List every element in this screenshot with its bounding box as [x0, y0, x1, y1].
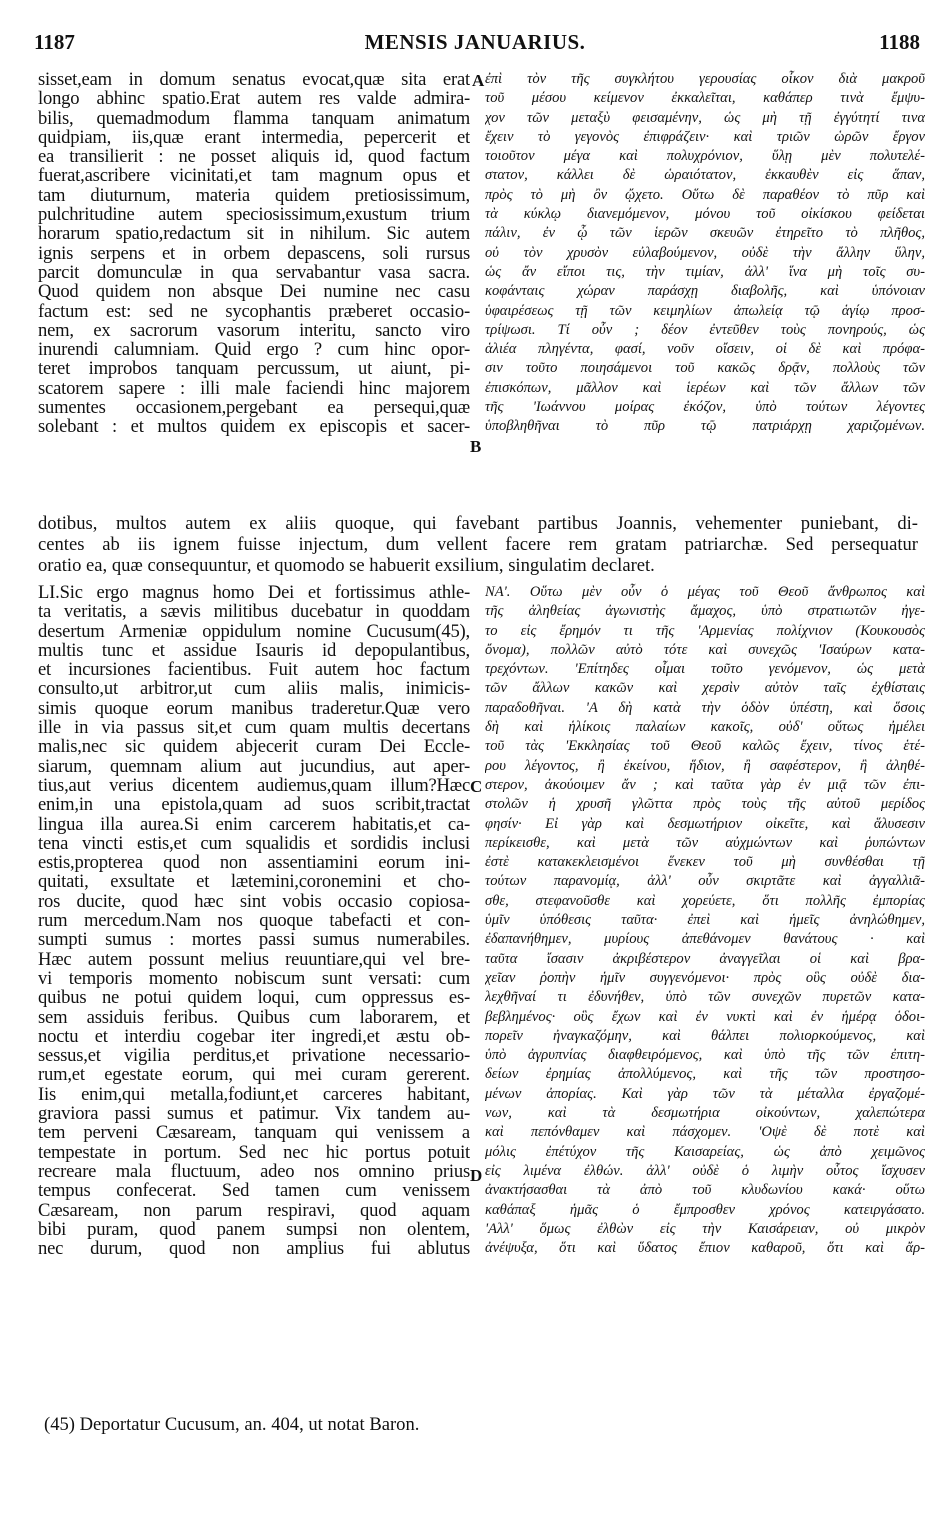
greek-column-bottom: [485, 583, 925, 1258]
latin-column-bottom: [38, 583, 470, 1258]
text-line: στολῶν ἡ χρυσῆ γλῶττα πρὸς τοὺς τῆς αὐτοῦ μερίδος: [485, 796, 925, 813]
text-line: parcit domunculæ in qua servabantur vasa sacra.: [38, 262, 470, 283]
text-line: τῆς ἀληθείας ἀγωνιστὴς ἄμαχος, ὑπὸ στρατιωτῶν ἠγε-: [485, 603, 925, 620]
text-line: τρίψωσι. Τί οὖν ; δέον ἐντεῦθεν τοὺς πονηρούς, ὡς: [485, 321, 925, 338]
text-line: nem, ex sacrorum vasorum interitu, sancto viro: [38, 320, 470, 341]
text-line: tempus confecerat. Sed tamen cum venissem: [38, 1181, 470, 1201]
text-line: βεβλημένος· οὓς ἔχων καὶ ἐν νυκτὶ καὶ ἐν ἡμέρᾳ ὁδοι-: [485, 1008, 925, 1025]
text-line: Iis enim,qui metalla,fodiunt,et carceres habitant,: [38, 1084, 470, 1105]
text-line: longo abhinc spatio.Erat autem res valde admira-: [38, 89, 470, 109]
text-line: εἰς λιμένα ἐλθών. ἀλλ' οὐδὲ ὁ λιμὴν οὗτος ἴσχυσεν: [485, 1162, 925, 1179]
greek-column-top: [485, 70, 925, 437]
text-line: ille in via passus sit,et cum quam multis decertans: [38, 718, 470, 738]
text-line: quibus ne potui quidem loqui, cum oppressus es-: [38, 988, 470, 1008]
text-line: το εἰς ἔρημόν τι τῆς 'Αρμενίας πολίχνιον (Κουκουσὸς: [485, 622, 925, 639]
text-line: centes ab iis ignem fuisse injectum, dum vellent facere rem gratam patriarchæ. Sed persequatur: [38, 534, 918, 555]
text-line: sumpti sumus : mortes passi sumus numerabiles.: [38, 930, 470, 950]
text-line: rum mercedum.Nam nos quoque tabefacti et con-: [38, 911, 470, 931]
text-line: σθε, στεφανοῦσθε καὶ χορεύετε, ὅτι πολλῆς ἐμπορίας: [485, 892, 925, 909]
text-line: παραδοθῆναι. 'Α δὴ κατὰ τὴν ὁδὸν ὑπέστη, καὶ ὅσοις: [485, 699, 925, 716]
text-line: ταῦτα ἴσασιν ἀκριβέστερον ἀναγγεῖλαι οἱ καὶ βρα-: [485, 950, 925, 967]
text-line: νων, καὶ τὰ δεσμωτήρια οἰκούντων, χαλεπώτερα: [485, 1105, 925, 1122]
text-line: oratio ea, quæ consequuntur, et quomodo se habuerit exsilium, singulatim declaret.: [38, 555, 655, 576]
text-line: tius,aut verius dicentem audiemus,quam illum?Hæc: [38, 775, 470, 796]
text-line: estis,propterea quod non assentiamini eorum ini-: [38, 853, 470, 873]
running-header: [30, 30, 920, 60]
text-line: teret improbos tanquam percussum, ut aiunt, pi-: [38, 359, 470, 379]
text-line: χεῖαν ῥοπὴν ἡμῖν συγγενόμενοι· πρὸς οὓς οὐδὲ δια-: [485, 969, 925, 986]
full-width-paragraph: [38, 513, 918, 576]
text-line: ἐδαπανήθημεν, μυρίους ἀπεθάνομεν θανάτους · καὶ: [485, 931, 925, 948]
text-line: ὑμῖν ὑπόθεσις ταῦτα· ἐπεὶ καὶ ἡμεῖς ἀνηλώθημεν,: [485, 912, 925, 929]
text-line: ὑπὸ ἀγρυπνίας διαφθειρόμενος, καὶ ὑπὸ τῆς τῶν ἐπιτη-: [485, 1047, 925, 1064]
text-line: bilis, quemadmodum flamma tanquam animatum: [38, 108, 470, 128]
text-line: tena vincti estis,et cum squalidis et sordidis inclusi: [38, 833, 470, 854]
footnote: (45) Deportatur Cucusum, an. 404, ut notat Baron.: [44, 1414, 420, 1435]
text-line: LI.Sic ergo magnus homo Dei et fortissimus athle-: [38, 583, 470, 603]
text-line: ὑφαιρέσεως τῇ τῶν κειμηλίων ἀπωλείᾳ τῷ ἁγίῳ προσ-: [485, 302, 925, 319]
text-line: graviora passi sumus et patimur. Vix tandem au-: [38, 1104, 470, 1124]
text-line: recreare mala fluctuum, adeo nos omnino prius: [38, 1161, 470, 1182]
text-line: factum est: sed ne sycophantis præberet occasio-: [38, 301, 470, 321]
text-line: φησίν· Εἰ γὰρ καὶ δεσμωτήριον οἰκεῖτε, καὶ ἅλυσεσιν: [485, 815, 925, 832]
text-line: ta veritatis, a sævis militibus ducebatur in quoddam: [38, 602, 470, 622]
text-line: λεχθῆναί τι ἐδυνήθεν, ὑπὸ τῶν συνεχῶν πυρετῶν κατα-: [485, 989, 925, 1006]
text-line: dotibus, multos autem ex aliis quoque, qui favebant partibus Joannis, vehementer puniebant, di-: [38, 513, 918, 534]
margin-marker-a: A: [472, 71, 485, 90]
text-line: Cæsaream, non parum respiravi, quod aquam: [38, 1200, 470, 1220]
text-line: στατον, κάλλει δὲ ὡραιότατον, ἐκκαυθὲν εἰς ἅπαν,: [485, 167, 925, 184]
left-page-number: 1187: [34, 30, 75, 54]
text-line: ea transilierit : ne posset aliquis id, quod factum: [38, 147, 470, 167]
text-line: ἀνακτήσασθαι τὰ ἀπὸ τοῦ κλυδωνίου κακά· οὕτω: [485, 1182, 925, 1199]
text-line: πάλιν, ἐν ᾧ τῶν ἱερῶν σκευῶν ἐτηρεῖτο τὸ πλῆθος,: [485, 225, 925, 242]
text-line: vi temporis momento nobiscum sunt versati: cum: [38, 968, 470, 989]
text-line: consulto,ut arbitror,ut cum aliis malis, inimicis-: [38, 679, 470, 699]
text-line: δὴ καὶ ἡλίκοις παλαίων κακοῖς, οὐδ' οὕτως ἠμέλει: [485, 719, 925, 736]
text-line: tempestate in portum. Sed nec hic portus potuit: [38, 1142, 470, 1162]
text-line: τοιοῦτον μέγα καὶ πολυχρόνιον, ὕλῃ μὲν πολυτελέ-: [485, 148, 925, 165]
text-line: κοφάνταις χώραν παράσχῃ διαβολῆς, καὶ ὑπόνοιαν: [485, 283, 925, 300]
text-line: Quod quidem non absque Dei numine nec casu: [38, 282, 470, 302]
text-line: tem perveni Cæsaream, tanquam qui venissem a: [38, 1123, 470, 1143]
text-line: ἐπὶ τὸν τῆς συγκλήτου γερουσίας οἶκον διὰ μακροῦ: [485, 71, 925, 87]
text-line: Hæc autem possunt melius reuuntiare,qui vel bre-: [38, 949, 470, 969]
text-line: et incursiones facientibus. Fuit autem hoc factum: [38, 660, 470, 680]
text-line: ΝΑ'. Οὕτω μὲν οὖν ὁ μέγας τοῦ Θεοῦ ἄνθρωπος καὶ: [485, 584, 925, 600]
text-line: χον τῶν μεταξὺ φεισαμένην, ὡς μὴ τῇ ἐγγύτητί τινα: [485, 109, 925, 126]
text-line: quidpiam, iis,quæ erant intermedia, pepercerit et: [38, 127, 470, 148]
text-line: sessus,et vigilia perditus,et privatione necessario-: [38, 1046, 470, 1066]
text-line: pulchritudine autem speciosissimum,exustum trium: [38, 205, 470, 225]
text-line: μένων ἀπορίας. Καὶ γὰρ τῶν τὰ μέταλλα ἐργαζομέ-: [485, 1085, 925, 1102]
text-line: ρου λέγοντος, ἢ ἐκείνου, ἥδιον, ἢ σαφέστερον, ἢ ἀληθέ-: [485, 757, 925, 774]
latin-column-top: [38, 70, 470, 437]
text-line: enim,in una epistola,quam ad suos scribit,tractat: [38, 795, 470, 815]
text-line: 'Αλλ' ὅμως ἐλθὼν εἰς τὴν Καισάρειαν, οὐ μικρὸν: [485, 1220, 925, 1237]
text-line: δείων ἐρημίας ἀπολλύμενος, καὶ τῆς τῶν προστησο-: [485, 1066, 925, 1083]
text-line: σιν τοῦτο ποιησάμενοι τοῦ κακῶς δρᾷν, πολλοὺς τῶν: [485, 360, 925, 377]
margin-marker-b: B: [470, 437, 482, 456]
text-line: στερον, ἀκούοιμεν ἄν ; καὶ ταῦτα γὰρ ἐν μιᾷ τῶν ἐπι-: [485, 776, 925, 793]
text-line: τοῦ τὰς 'Εκκλησίας τοῦ Θεοῦ καλῶς ἔχειν, τίνος ἑτέ-: [485, 738, 925, 755]
text-line: ὑποβληθῆναι τὸ πῦρ τῷ πατριάρχῃ χαριζομένων.: [485, 418, 925, 435]
text-line: multis tunc et assidue Isauris id depopulantibus,: [38, 640, 470, 661]
text-line: τούτων παρανομίᾳ, ἀλλ' οὖν σκιρτᾶτε καὶ ἀγγαλλιᾶ-: [485, 873, 925, 890]
text-line: ὡς ἄν εἴποι τις, τὴν τιμίαν, ἀλλ' ἵνα μὴ τοῖς συ-: [485, 263, 925, 280]
text-line: ἀνέψυξα, ὅτι καὶ ὕδατος ἔπιον καθαροῦ, ὅτι καὶ ἄρ-: [485, 1240, 925, 1257]
text-line: inurendi calumniam. Quid ergo ? cum hinc opor-: [38, 340, 470, 360]
text-line: sisset,eam in domum senatus evocat,quæ sita erat: [38, 70, 470, 90]
text-line: rum,et egestate eorum, qui mei curam gererent.: [38, 1065, 470, 1085]
text-line: tam diuturnum, materia quidem pretiosissimum,: [38, 185, 470, 206]
margin-marker-c: C: [470, 777, 483, 796]
text-line: καὶ πεπόνθαμεν καὶ πάσχομεν. 'Οψὲ δὲ ποτὲ καὶ: [485, 1124, 925, 1141]
text-line: scatorem sapere : illi male faciendi hinc majorem: [38, 378, 470, 399]
text-line: ὄνομα), πολλῶν αὐτὸ τότε καὶ συνεχῶς 'Ισαύρων κατα-: [485, 641, 925, 658]
text-line: μόλις ἐπέτύχον τῆς Καισαρείας, ὡς ἀπὸ χειμῶνος: [485, 1143, 925, 1160]
text-line: quitati, exsultate et lætemini,coronemini et cho-: [38, 872, 470, 892]
text-line: sem assiduis feribus. Quibus cum laborarem, et: [38, 1007, 470, 1027]
text-line: lingua illa aurea.Si enim carcerem habitatis,et ca-: [38, 814, 470, 834]
text-line: ἔχειν τὸ γεγονὸς ἐπιφράζειν· καὶ τριῶν ὡρῶν ἔργον: [485, 128, 925, 145]
text-line: περίκεισθε, καὶ μετὰ τῶν αὐχμώντων καὶ ῥυπώντων: [485, 834, 925, 851]
text-line: solebant : et multos quidem ex episcopis et sacer-: [38, 417, 470, 437]
text-line: fuerat,ascribere vicinitati,et tam magnum opus et: [38, 166, 470, 186]
right-page-number: 1188: [879, 30, 920, 54]
text-line: ignis serpens et in orbem depascens, soli rursus: [38, 243, 470, 263]
text-line: nec durum, quod non amplius fui ablutus: [38, 1239, 470, 1259]
text-line: ros ducite, quod hæc sint vobis occasio copiosa-: [38, 891, 470, 912]
text-line: τοῦ μέσου κείμενον ἐκκαλεῖται, καθάπερ τινὰ ἔμψυ-: [485, 90, 925, 107]
text-line: noctu et interdiu cogebar iter ingredi,et æstu ob-: [38, 1026, 470, 1047]
text-line: τῶν ἄλλων κακῶν καὶ χερσὶν αὐτὸν ταῖς ἐχθίσταις: [485, 680, 925, 697]
text-line: οὐ τὸν χρυσὸν εὐλαβούμενον, οὐδὲ τὴν ἄλλην ὕλην,: [485, 244, 925, 261]
margin-marker-d: D: [470, 1166, 483, 1185]
text-line: τῆς 'Ιωάννου μοίρας ἐκόζον, ὑπὸ τούτων λέγοντες: [485, 399, 925, 416]
text-line: πρὸς τὸ μὴ ὂν ᾤχετο. Οὕτω δὲ παραθέον τὸ πῦρ καὶ: [485, 186, 925, 203]
text-line: καθάπαξ ἡμᾶς ὁ ἔμπροσθεν χρόνος κατειργάσατο.: [485, 1201, 925, 1218]
text-line: horarum spatio,redactum sit in nihilum. Sic autem: [38, 224, 470, 244]
running-title: MENSIS JANUARIUS.: [364, 30, 586, 54]
text-line: simis quoque eorum manibus traderetur.Quæ vero: [38, 698, 470, 719]
text-line: ἁλιέα πληγέντα, φασί, νοῦν οἴσειν, οἱ δὲ καὶ πρόφα-: [485, 341, 925, 358]
text-line: πορεῖν ἠναγκαζόμην, καὶ θάλπει πολιορκούμενος, καὶ: [485, 1027, 925, 1044]
text-line: malis,nec sic quidem abjecerit curam Dei Eccle-: [38, 737, 470, 757]
text-line: bibi puram, quod panem sumpsi non olentem,: [38, 1219, 470, 1240]
text-line: τρεχόντων. 'Επίτηδες οἶμαι τοῦτο γενόμενον, ὡς μετὰ: [485, 661, 925, 678]
text-line: siarum, quemnam alium aut jucundius, aut aper-: [38, 756, 470, 776]
text-line: desertum Armeniæ oppidulum nomine Cucusum(45),: [38, 621, 470, 641]
text-line: sumentes occasionem,pergebant ea persequi,quæ: [38, 398, 470, 418]
text-line: τὰ κύκλῳ διανεμόμενον, μόνου τοῦ οἰκίσκου φείδεται: [485, 206, 925, 223]
text-line: ἐπισκόπων, μᾶλλον καὶ ἱερέων καὶ τῶν ἄλλων τῶν: [485, 379, 925, 396]
text-line: ἐστὲ κατακεκλεισμένοι ἕνεκεν τοῦ μὴ συνθέσθαι τῇ: [485, 854, 925, 871]
